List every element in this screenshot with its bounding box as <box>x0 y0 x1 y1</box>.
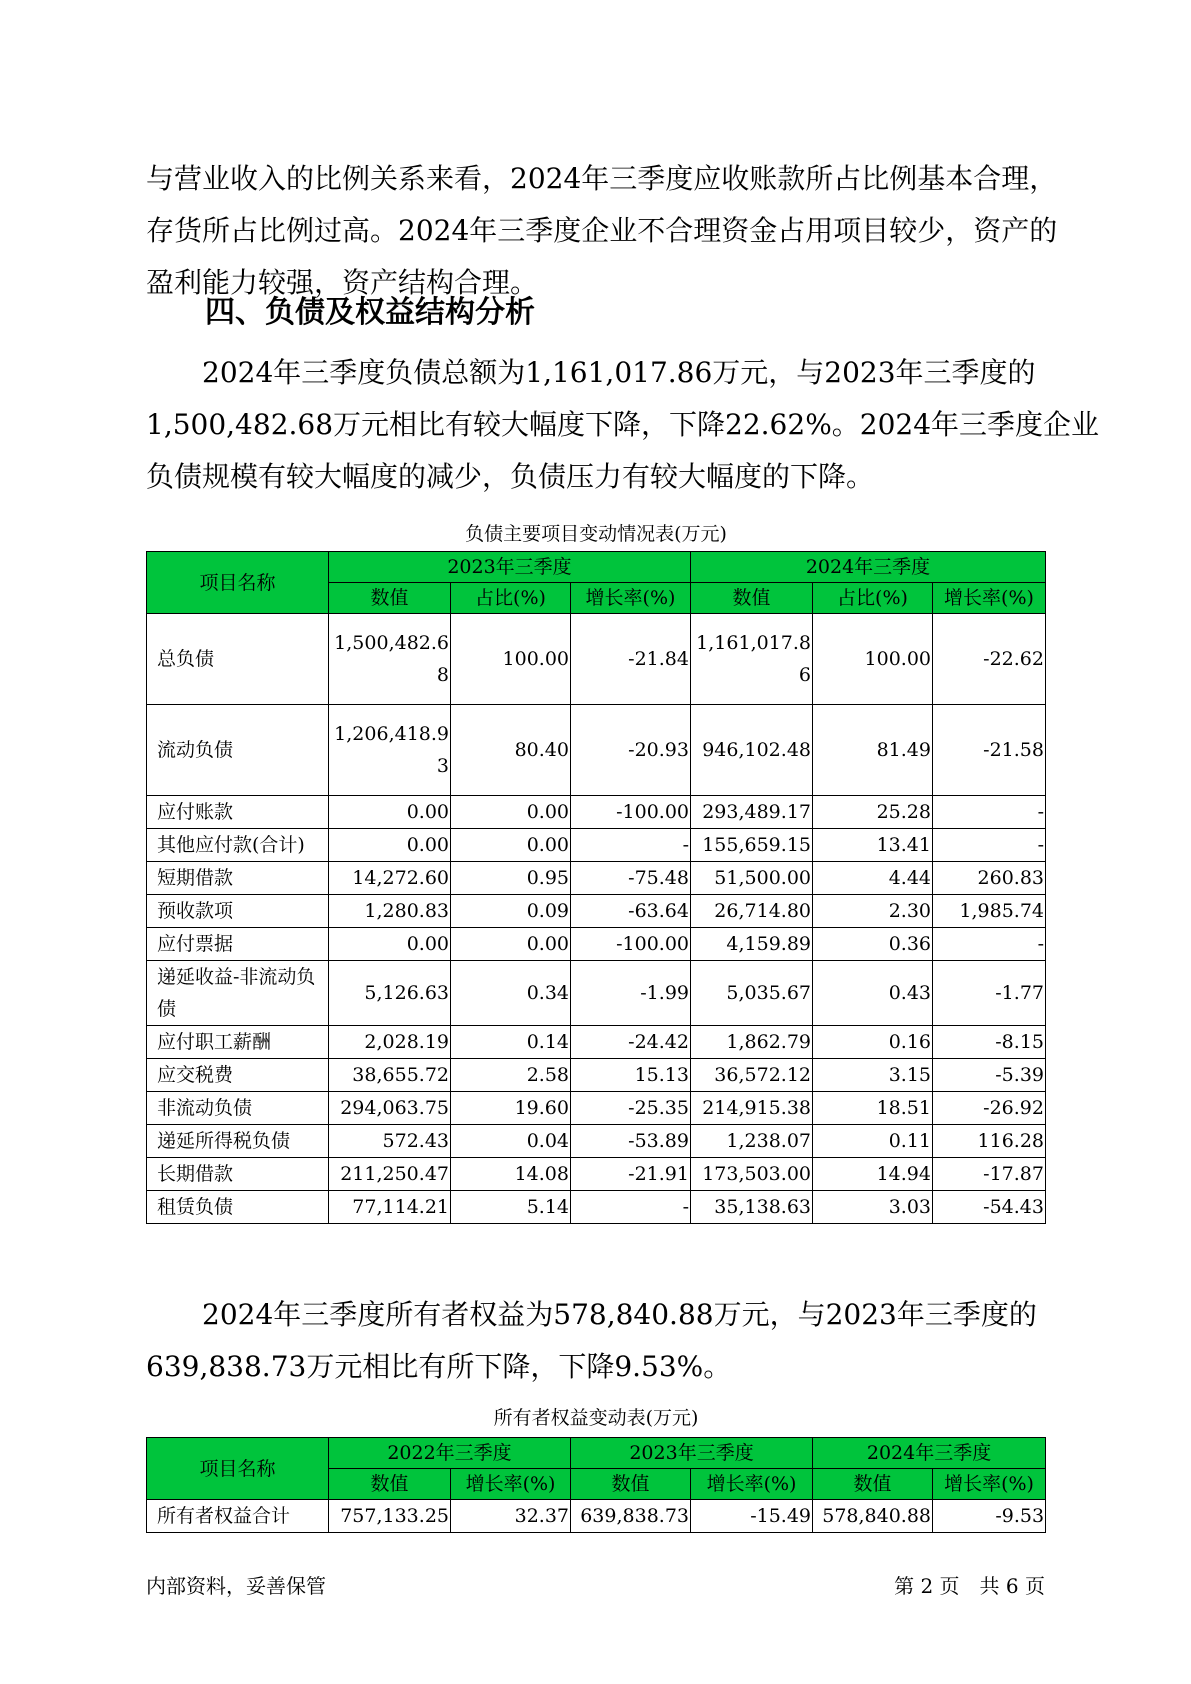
table-cell: 639,838.73 <box>571 1500 691 1533</box>
table-cell: 173,503.00 <box>691 1158 813 1191</box>
footer-confidential-note: 内部资料，妥善保管 <box>146 1574 326 1598</box>
table-cell: - <box>571 829 691 862</box>
table-row <box>147 1500 1046 1533</box>
table-cell: 116.28 <box>933 1125 1046 1158</box>
table-cell: -24.42 <box>571 1026 691 1059</box>
table-cell: 5.14 <box>451 1191 571 1224</box>
table-cell: -5.39 <box>933 1059 1046 1092</box>
text-line: 负债规模有较大幅度的减少，负债压力有较大幅度的下降。 <box>146 460 875 493</box>
table-cell: 1,206,418.93 <box>329 705 451 796</box>
table-cell: 0.04 <box>451 1125 571 1158</box>
table-cell: 1,862.79 <box>691 1026 813 1059</box>
column-header: 数值 <box>813 1469 933 1500</box>
paragraph-asset-summary <box>146 153 1058 309</box>
table-cell: -54.43 <box>933 1191 1046 1224</box>
table-cell: - <box>933 928 1046 961</box>
column-header: 数值 <box>329 1469 451 1500</box>
table-row <box>147 895 1046 928</box>
row-label: 应付职工薪酬 <box>147 1026 329 1059</box>
table-cell: 0.16 <box>813 1026 933 1059</box>
text-line: 2024年三季度负债总额为1,161,017.86万元，与2023年三季度的 <box>146 356 1036 389</box>
row-label: 长期借款 <box>147 1158 329 1191</box>
table-cell: 4.44 <box>813 862 933 895</box>
table-cell: 1,985.74 <box>933 895 1046 928</box>
footer-page-number: 第 2 页 共 6 页 <box>894 1574 1045 1598</box>
table-cell: 0.34 <box>451 961 571 1026</box>
table-cell: 36,572.12 <box>691 1059 813 1092</box>
table-cell: 0.00 <box>451 829 571 862</box>
table-cell: 1,500,482.68 <box>329 614 451 705</box>
row-label: 短期借款 <box>147 862 329 895</box>
table-cell: 260.83 <box>933 862 1046 895</box>
table-cell: 14.08 <box>451 1158 571 1191</box>
table-cell: 2.30 <box>813 895 933 928</box>
table-cell: 155,659.15 <box>691 829 813 862</box>
table-cell: -75.48 <box>571 862 691 895</box>
table-cell: 3.03 <box>813 1191 933 1224</box>
table-cell: 0.00 <box>329 928 451 961</box>
table-cell: 572.43 <box>329 1125 451 1158</box>
column-header: 数值 <box>691 583 813 614</box>
table-cell: 0.95 <box>451 862 571 895</box>
row-label: 应付账款 <box>147 796 329 829</box>
text-line: 1,500,482.68万元相比有较大幅度下降，下降22.62%。2024年三季度企业 <box>146 408 1100 441</box>
row-label: 应交税费 <box>147 1059 329 1092</box>
text-line: 存货所占比例过高。2024年三季度企业不合理资金占用项目较少，资产的 <box>146 214 1058 247</box>
table-cell: 0.00 <box>329 829 451 862</box>
table-row <box>147 1092 1046 1125</box>
table-row <box>147 961 1046 1026</box>
table-cell: - <box>571 1191 691 1224</box>
text-line: 盈利能力较强，资产结构合理。 <box>146 266 539 299</box>
table-cell: -100.00 <box>571 928 691 961</box>
table-cell: -15.49 <box>691 1500 813 1533</box>
table-cell: -8.15 <box>933 1026 1046 1059</box>
table-cell: 0.43 <box>813 961 933 1026</box>
row-label: 应付票据 <box>147 928 329 961</box>
period-header: 2024年三季度 <box>691 552 1046 583</box>
liability-table <box>146 551 1046 1224</box>
table-cell: 77,114.21 <box>329 1191 451 1224</box>
period-header: 2023年三季度 <box>329 552 691 583</box>
table-cell: 25.28 <box>813 796 933 829</box>
table-cell: 0.36 <box>813 928 933 961</box>
table-cell: 757,133.25 <box>329 1500 451 1533</box>
table-cell: 0.00 <box>451 796 571 829</box>
paragraph-liability-summary <box>146 347 1100 503</box>
table-row <box>147 705 1046 796</box>
table-cell: - <box>933 829 1046 862</box>
table-cell: 0.00 <box>329 796 451 829</box>
table-cell: 18.51 <box>813 1092 933 1125</box>
column-header: 增长率(%) <box>933 583 1046 614</box>
table-row <box>147 796 1046 829</box>
table-cell: -1.99 <box>571 961 691 1026</box>
table-row <box>147 1125 1046 1158</box>
table-cell: -26.92 <box>933 1092 1046 1125</box>
table-cell: 14.94 <box>813 1158 933 1191</box>
row-label: 递延收益-非流动负债 <box>147 961 329 1026</box>
table-row <box>147 829 1046 862</box>
period-header: 2023年三季度 <box>571 1438 813 1469</box>
table-cell: 293,489.17 <box>691 796 813 829</box>
row-label: 流动负债 <box>147 705 329 796</box>
table-cell: 0.11 <box>813 1125 933 1158</box>
table-cell: -53.89 <box>571 1125 691 1158</box>
text-line: 与营业收入的比例关系来看，2024年三季度应收账款所占比例基本合理， <box>146 162 1058 195</box>
table-row <box>147 862 1046 895</box>
table-cell: -9.53 <box>933 1500 1046 1533</box>
table-cell: 1,161,017.86 <box>691 614 813 705</box>
table-cell: -17.87 <box>933 1158 1046 1191</box>
table-cell: 0.14 <box>451 1026 571 1059</box>
table-cell: 15.13 <box>571 1059 691 1092</box>
table-row <box>147 1191 1046 1224</box>
table-cell: -21.91 <box>571 1158 691 1191</box>
table-cell: 32.37 <box>451 1500 571 1533</box>
table-cell: 26,714.80 <box>691 895 813 928</box>
table-cell: 1,280.83 <box>329 895 451 928</box>
table-cell: 2.58 <box>451 1059 571 1092</box>
column-header: 增长率(%) <box>933 1469 1046 1500</box>
table-cell: 294,063.75 <box>329 1092 451 1125</box>
table-cell: 1,238.07 <box>691 1125 813 1158</box>
table-cell: 214,915.38 <box>691 1092 813 1125</box>
period-header: 2022年三季度 <box>329 1438 571 1469</box>
table-cell: 4,159.89 <box>691 928 813 961</box>
table-cell: 14,272.60 <box>329 862 451 895</box>
table-row <box>147 614 1046 705</box>
section-heading: 四、负债及权益结构分析 <box>205 295 535 330</box>
column-header: 占比(%) <box>813 583 933 614</box>
row-label: 递延所得税负债 <box>147 1125 329 1158</box>
table-cell: -21.58 <box>933 705 1046 796</box>
row-label: 所有者权益合计 <box>147 1500 329 1533</box>
row-label: 其他应付款(合计) <box>147 829 329 862</box>
table-cell: 578,840.88 <box>813 1500 933 1533</box>
column-header: 增长率(%) <box>691 1469 813 1500</box>
table-cell: 38,655.72 <box>329 1059 451 1092</box>
table-cell: 5,035.67 <box>691 961 813 1026</box>
table-cell: 81.49 <box>813 705 933 796</box>
table-cell: -1.77 <box>933 961 1046 1026</box>
column-header: 增长率(%) <box>451 1469 571 1500</box>
table-cell: 3.15 <box>813 1059 933 1092</box>
table-row <box>147 1059 1046 1092</box>
table-cell: 211,250.47 <box>329 1158 451 1191</box>
paragraph-equity-summary <box>146 1289 1046 1393</box>
row-label: 非流动负债 <box>147 1092 329 1125</box>
table-row <box>147 1158 1046 1191</box>
table-cell: 946,102.48 <box>691 705 813 796</box>
table-cell: 35,138.63 <box>691 1191 813 1224</box>
table-cell: 13.41 <box>813 829 933 862</box>
item-name-header: 项目名称 <box>147 552 329 614</box>
table-cell: 5,126.63 <box>329 961 451 1026</box>
row-label: 预收款项 <box>147 895 329 928</box>
table-row <box>147 928 1046 961</box>
liability-table-caption: 负债主要项目变动情况表(万元) <box>465 523 727 545</box>
item-name-header: 项目名称 <box>147 1438 329 1500</box>
period-header: 2024年三季度 <box>813 1438 1046 1469</box>
text-line: 2024年三季度所有者权益为578,840.88万元，与2023年三季度的 <box>146 1298 1037 1331</box>
table-row <box>147 1026 1046 1059</box>
table-cell: -20.93 <box>571 705 691 796</box>
table-cell: - <box>933 796 1046 829</box>
text-line: 639,838.73万元相比有所下降，下降9.53%。 <box>146 1350 732 1383</box>
column-header: 占比(%) <box>451 583 571 614</box>
column-header: 增长率(%) <box>571 583 691 614</box>
equity-table <box>146 1437 1046 1533</box>
table-cell: -21.84 <box>571 614 691 705</box>
table-cell: 100.00 <box>813 614 933 705</box>
table-cell: 0.09 <box>451 895 571 928</box>
table-cell: 51,500.00 <box>691 862 813 895</box>
table-cell: -25.35 <box>571 1092 691 1125</box>
table-cell: 100.00 <box>451 614 571 705</box>
table-cell: 0.00 <box>451 928 571 961</box>
row-label: 总负债 <box>147 614 329 705</box>
table-cell: -22.62 <box>933 614 1046 705</box>
column-header: 数值 <box>329 583 451 614</box>
column-header: 数值 <box>571 1469 691 1500</box>
table-cell: 2,028.19 <box>329 1026 451 1059</box>
table-cell: 80.40 <box>451 705 571 796</box>
table-cell: 19.60 <box>451 1092 571 1125</box>
equity-table-caption: 所有者权益变动表(万元) <box>493 1407 699 1429</box>
table-cell: -100.00 <box>571 796 691 829</box>
table-cell: -63.64 <box>571 895 691 928</box>
row-label: 租赁负债 <box>147 1191 329 1224</box>
